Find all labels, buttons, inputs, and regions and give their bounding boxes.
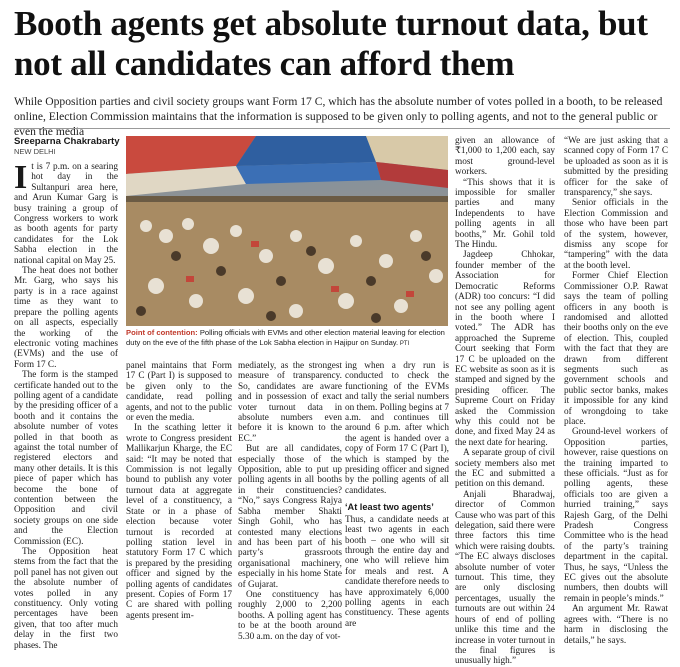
paragraph: The form is the stamped certificate handed out to the polling agent of a candidate by the presiding officer of a booth and it contains the absolute number of votes polled in that booth as against the total number of registered electors and many other details. It is this piece of paper which has become the bone of contention between the Opposition and civil society groups on one side and the Election Commission (EC). <box>14 370 118 547</box>
byline-name: Sreeparna Chakrabarty <box>14 136 120 147</box>
photo-credit: PTI <box>398 341 410 347</box>
column-6 <box>564 136 668 646</box>
column-3 <box>238 361 342 642</box>
drop-cap: I <box>14 159 28 196</box>
caption-text: Polling officials with EVMs and other election material leaving for election duty on the eve of the fifth phase of the Lok Sabha election in Hajipur on Sunday. <box>126 328 445 347</box>
paragraph: ing when a dry run is conducted to check the functioning of the EVMs and tally the serial numbers on them. Polling begins at 7 a.m. and continues till around 6 p.m. after which the agent is handed over a copy of Form 17 C (Part I), which is stamped by the presiding officer and signed by the polling agents of all candidates. <box>345 361 449 496</box>
paragraph: One constituency has roughly 2,000 to 2,200 booths. A polling agent has to be at the booth around 5.30 a.m. on the day of vot- <box>238 589 342 642</box>
paragraph: An argument Mr. Rawat agrees with. “There is no harm in disclosing the details,” he says. <box>564 604 668 646</box>
paragraph: Anjali Bharadwaj, director of Common Cause who was part of this delegation, said there were three factors this time which were raising doubts. “The EC always discloses absolute number of voter turnout. This time, they are only disclosing percentages, usually the turnouts are out within 24 hours of end of polling unlike this time and the increase in voter turnout in the final figures is unusually high.” <box>455 489 555 667</box>
paragraph: “This shows that it is impossible for smaller parties and many Independents to have polling agents in all booths,” Mr. Gohil told The Hindu. <box>455 177 555 251</box>
paragraph: mediately, as the strongest measure of transparency. So, candidates are aware and in possession of exact voter turnout data in absolute numbers even before it is known to the EC.” <box>238 361 342 444</box>
news-photo <box>126 136 448 326</box>
column-4 <box>345 361 450 629</box>
column-1 <box>14 159 118 651</box>
standfirst: While Opposition parties and civil society groups want Form 17 C, which has the absolute number of votes polled in a booth, to be released online, Election Commission maintains that the information is supposed to be given only to polling agents, and not to the general public or even the media <box>14 95 663 138</box>
divider <box>14 128 670 129</box>
subheading: ‘At least two agents’ <box>345 502 434 513</box>
byline-place: NEW DELHI <box>14 147 56 156</box>
paragraph: Jagdeep Chhokar, founder member of the Association for Democratic Reforms (ADR) too concurs: “I did not see any polling agent in the booth where I voted.” The ADR has approached the Supreme Court seeking that Form 17 C be uploaded on the EC website as soon as it is stamped and signed by the presiding officer. The Supreme Court on Friday asked the Commission why this could not be done, and fixed May 24 as the next date for hearing. <box>455 250 555 448</box>
paragraph: The heat does not bother Mr. Garg, who says his party is in a race against time as they want to prepare the polling agents on all aspects, especially the working of the electronic voting machines (EVMs) and the use of Form 17 C. <box>14 266 118 370</box>
paragraph: The Opposition heat stems from the fact that the poll panel has not given out the absolute number of votes polled in any constituency. Only voting percentages have been given, that too after much delay in the first two phases. The <box>14 547 118 651</box>
photo-caption <box>126 328 448 349</box>
polling-officials-photo <box>126 136 448 326</box>
paragraph: It is 7 p.m. on a searing hot day in the Sultanpuri area here, and Arun Kumar Garg is busy training a group of Congress workers to work as booth agents for party candidates for the Lok Sabha election in the national capital on May 25. <box>14 159 118 266</box>
paragraph: Thus, a candidate needs at least two agents in each booth – one who will sit through the entire day and one who will relieve him for meals and rest. A candidate therefore needs to have approximately 6,000 polling agents in each constituency. These agents are <box>345 514 450 629</box>
paragraph: Senior officials in the Election Commission and those who have been part of the system, however, dismiss any scope for “tampering” with the data at the booth level. <box>564 198 668 271</box>
column-5 <box>455 136 555 667</box>
paragraph: Former Chief Election Commissioner O.P. Rawat says the team of polling officers in any booth is randomised and allotted their booths only on the eve of election. This, coupled with the fact that they are drawn from different segments such as government schools and public sector banks, makes it impossible for any kind of wrongdoing to take place. <box>564 271 668 427</box>
paragraph: But are all candidates, especially those of the Opposition, able to put up polling agents in all booths in their constituencies? “No,” says Congress Rajya Sabha member Shakti Singh Gohil, who has contested many elections and has been part of his party’s grassroots organisational machinery, especially in his home State of Gujarat. <box>238 444 342 590</box>
paragraph: In the scathing letter it wrote to Congress president Mallikarjun Kharge, the EC said: “It may be noted that Commission is not legally bound to publish any voter turnout data at aggregate level of a constituency, a State or in a phase of election because voter turnout is recorded at polling station level in statutory Form 17 C which is prepared by the presiding officer and signed by the polling agents of candidates present. Copies of Form 17 C are shared with polling agents present im- <box>126 423 232 621</box>
paragraph: A separate group of civil society members also met the EC and submitted a petition on this demand. <box>455 448 555 490</box>
paragraph: panel maintains that Form 17 C (Part I) is supposed to be given only to the candidate, read polling agents, and not to the public or even the media. <box>126 361 232 424</box>
paragraph: “We are just asking that a scanned copy of Form 17 C be uploaded as soon as it is submitted by the presiding officer for the sake of transparency,” she says. <box>564 136 668 199</box>
caption-lead: Point of contention: <box>126 328 198 337</box>
paragraph: given an allowance of ₹1,000 to 1,200 each, say most ground-level workers. <box>455 136 555 178</box>
paragraph: Ground-level workers of Opposition parties, however, raise questions on the training imparted to these officials. “Just as for polling agents, these officials too are given a hurried training,” says Rajesh Garg, of the Delhi Pradesh Congress Committee who is the head of the party’s training department in the capital. Thus, he says, “Unless the EC gives out the absolute numbers, then doubts will remain in people’s minds.” <box>564 427 668 604</box>
headline: Booth agents get absolute turnout data, but not all candidates can afford them <box>14 4 648 83</box>
byline <box>14 136 122 157</box>
column-2 <box>126 361 232 620</box>
